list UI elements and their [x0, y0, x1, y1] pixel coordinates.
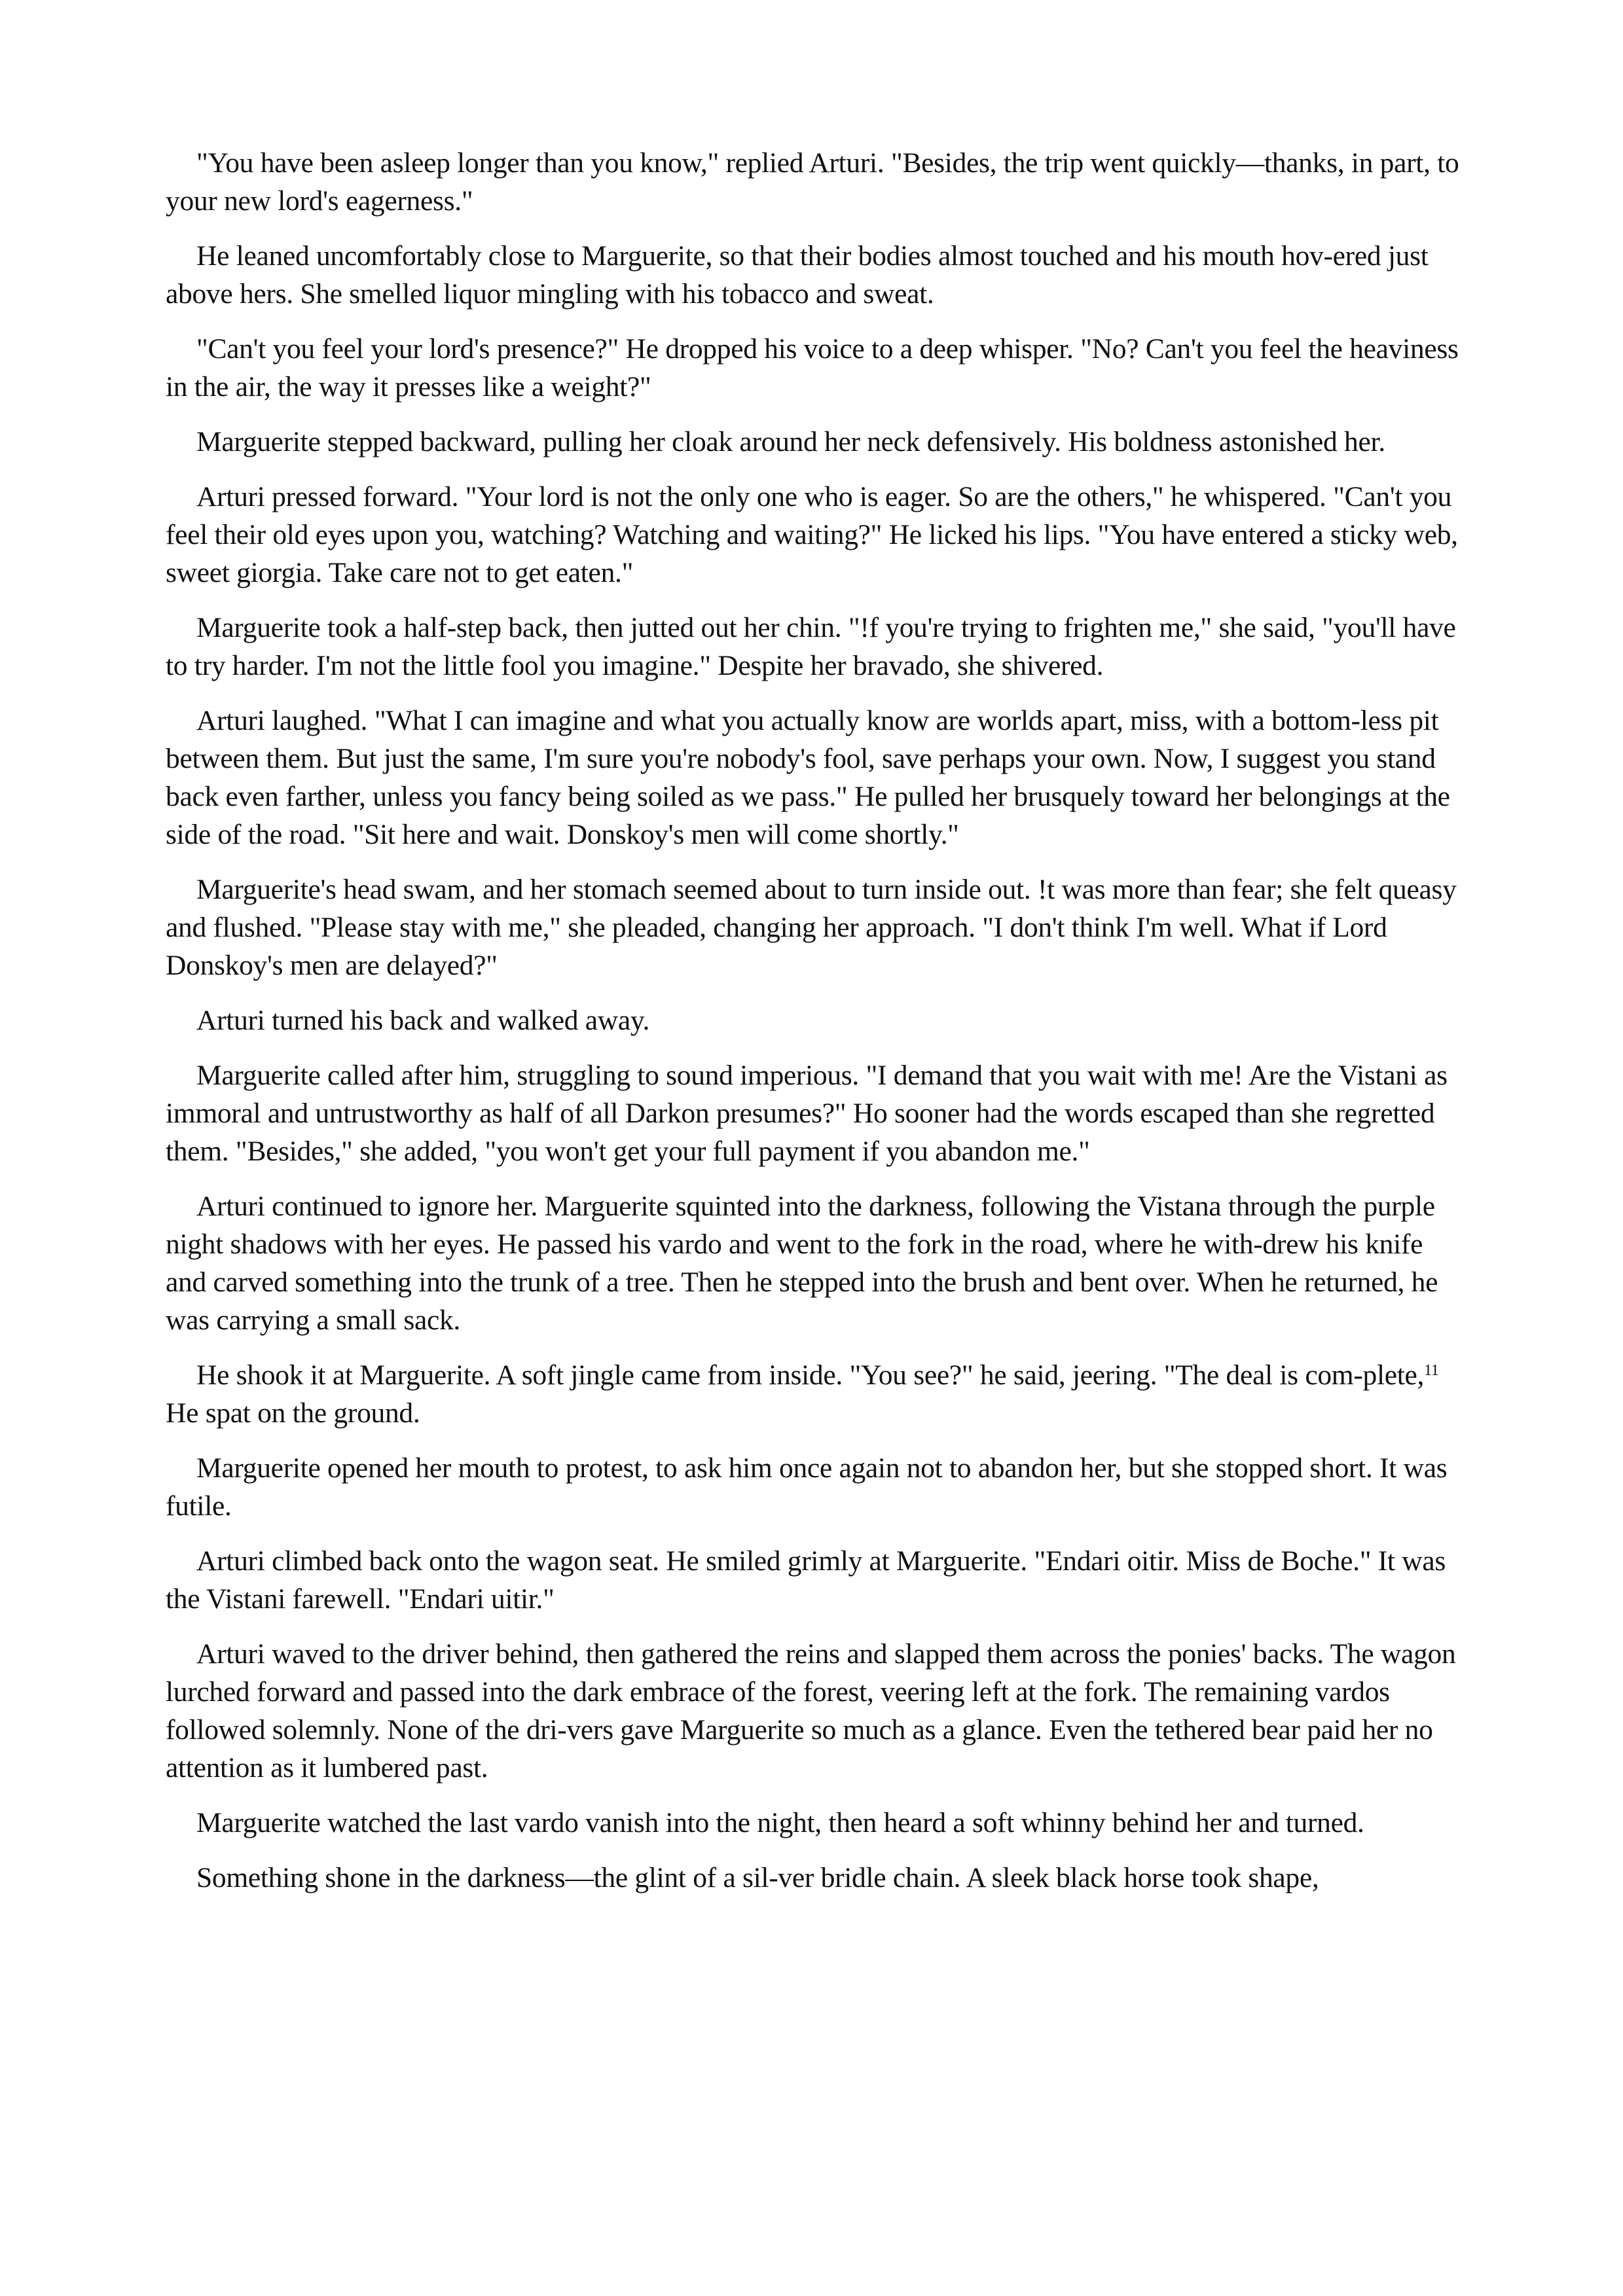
paragraph-15: Arturi waved to the driver behind, then gathered the reins and slapped them across the ponies' backs. The wagon lurched forward and passed into the dark embrace of the forest, veering left at the fork. The remaining vardos followed solemnly. None of the dri-vers gave Marguerite so much as a glance. Even the tethered bear paid her no attention as it lumbered past. [166, 1638, 1456, 1784]
paragraph-16: Marguerite watched the last vardo vanish into the night, then heard a soft whinny behind her and turned. [196, 1807, 1364, 1839]
paragraph-12-tail: He spat on the ground. [166, 1397, 420, 1429]
paragraph-13: Marguerite opened her mouth to protest, to ask him once again not to abandon her, but she stopped short. It was futile. [166, 1452, 1448, 1522]
paragraph-3: "Can't you feel your lord's presence?" He dropped his voice to a deep whisper. "No? Can't you feel the heaviness in the air, the way it presses like a weight?" [166, 333, 1459, 403]
superscript-mark: 11 [1424, 1362, 1439, 1379]
paragraph-12-text: He shook it at Marguerite. A soft jingle came from inside. "You see?" he said, jeering. "The deal is com-plete, [196, 1359, 1425, 1391]
paragraph-12 [166, 1356, 1470, 1432]
book-page [166, 144, 1470, 1914]
paragraph-5: Arturi pressed forward. "Your lord is not the only one who is eager. So are the others," he whispered. "Can't you feel their old eyes upon you, watching? Watching and waiting?" He licked his lips. "You have entered a sticky web, sweet giorgia. Take care not to get eaten." [166, 481, 1458, 588]
paragraph-6: Marguerite took a half-step back, then jutted out her chin. "!f you're trying to frighten me," she said, "you'll have to try harder. I'm not the little fool you imagine." Despite her bravado, she shivered. [166, 612, 1456, 681]
paragraph-8: Marguerite's head swam, and her stomach seemed about to turn inside out. !t was more than fear; she felt queasy and flushed. "Please stay with me," she pleaded, changing her approach. "I don't think I'm well. What if Lord Donskoy's men are delayed?" [166, 874, 1457, 981]
paragraph-17: Something shone in the darkness—the glint of a sil-ver bridle chain. A sleek black horse took shape, [196, 1862, 1319, 1893]
paragraph-11: Arturi continued to ignore her. Marguerite squinted into the darkness, following the Vistana through the purple night shadows with her eyes. He passed his vardo and went to the fork in the road, where he with-drew his knife and carved something into the trunk of a tree. Then he stepped into the brush and bent over. When he returned, he was carrying a small sack. [166, 1191, 1438, 1336]
paragraph-2: He leaned uncomfortably close to Marguerite, so that their bodies almost touched and his mouth hov-ered just above hers. She smelled liquor mingling with his tobacco and sweat. [166, 240, 1429, 310]
paragraph-9: Arturi turned his back and walked away. [196, 1005, 650, 1036]
paragraph-14: Arturi climbed back onto the wagon seat. He smiled grimly at Marguerite. "Endari oitir. Miss de Boche." It was the Vistani farewell. "Endari uitir." [166, 1545, 1446, 1615]
paragraph-10: Marguerite called after him, struggling to sound imperious. "I demand that you wait with me! Are the Vistani as immoral and untrustworthy as half of all Darkon presumes?" Ho sooner had the words escaped than she regretted them. "Besides," she added, "you won't get your full payment if you abandon me." [166, 1060, 1448, 1167]
paragraph-7: Arturi laughed. "What I can imagine and what you actually know are worlds apart, miss, with a bottom-less pit between them. But just the same, I'm sure you're nobody's fool, save perhaps your own. Now, I suggest you stand back even farther, unless you fancy being soiled as we pass." He pulled her brusquely toward her belongings at the side of the road. "Sit here and wait. Donskoy's men will come shortly." [166, 705, 1450, 850]
paragraph-1: "You have been asleep longer than you know," replied Arturi. "Besides, the trip went quickly—thanks, in part, to your new lord's eagerness." [166, 147, 1459, 217]
paragraph-4: Marguerite stepped backward, pulling her cloak around her neck defensively. His boldness astonished her. [196, 426, 1385, 457]
